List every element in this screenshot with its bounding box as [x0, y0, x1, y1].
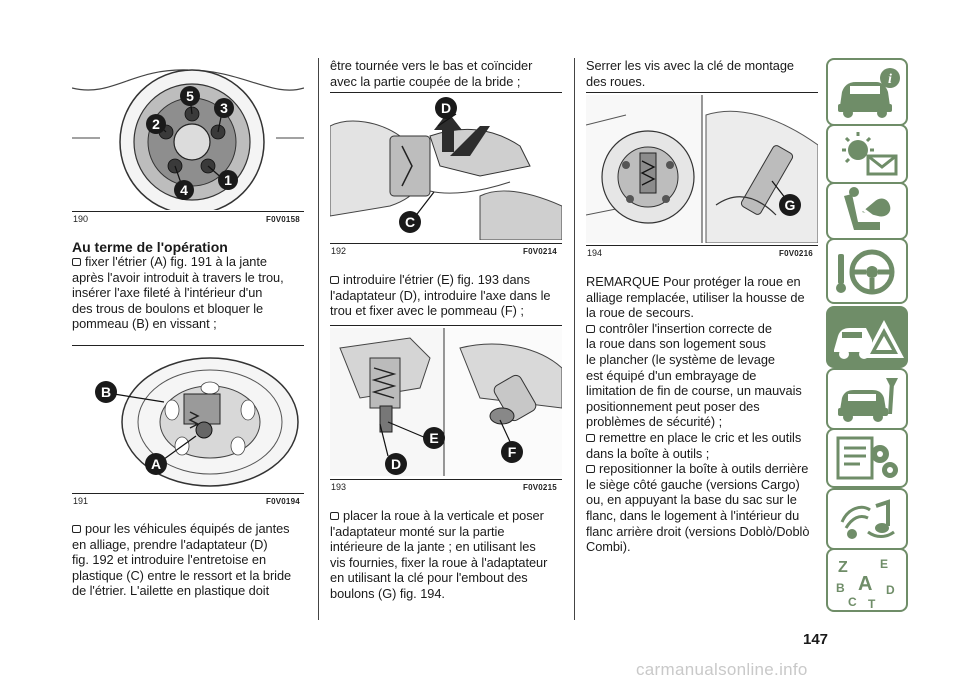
bullet-icon	[586, 465, 595, 473]
figure-code: F0V0216	[779, 249, 813, 258]
figure-number: 191	[73, 496, 89, 506]
tab-airbag-seat[interactable]	[826, 182, 908, 240]
svg-text:D: D	[886, 583, 895, 597]
callout-1: 1	[224, 172, 232, 188]
callout-D: D	[440, 100, 452, 116]
tab-warning-lights[interactable]	[826, 124, 908, 184]
paragraph-insert-caliper: introduire l'étrier (E) fig. 193 dans l'adaptateur (D), introduire l'axe dans le trou et fixer avec le pommeau (F) ;	[330, 272, 551, 319]
bullet-icon	[586, 434, 595, 442]
svg-text:i: i	[888, 72, 892, 87]
tab-index[interactable]	[826, 548, 908, 612]
bullet-icon	[72, 258, 81, 266]
svg-text:A: A	[858, 573, 873, 595]
svg-text:T: T	[868, 597, 876, 610]
bullet-icon	[586, 325, 595, 333]
figure-number: 194	[587, 248, 603, 258]
callout-2: 2	[152, 116, 160, 132]
column-divider	[574, 58, 575, 620]
tab-multimedia[interactable]	[826, 488, 908, 550]
callout-E: E	[429, 430, 439, 446]
svg-text:B: B	[836, 581, 845, 595]
paragraph-place-wheel: placer la roue à la verticale et poser l'adaptateur monté sur la partie intérieure de la jante ; en utilisant les vis fournies, fixer la roue à l'adaptateur en utilisant la clé pour l'embout des boulons (G) fig. 194.	[330, 508, 548, 601]
figure-191-rim-caliper	[72, 350, 304, 490]
paragraph-tighten-screws: Serrer les vis avec la clé de montage des roues.	[586, 58, 794, 89]
figure-number: 192	[331, 246, 347, 256]
callout-5: 5	[186, 88, 194, 104]
bullet-icon	[330, 276, 339, 284]
paragraph-remark: REMARQUE Pour protéger la roue en alliage remplacée, utiliser la housse de la roue de secours. contrôler l'insertion correcte de la roue dans son logement sous le plancher (le système de levage est équipé d'un embrayage de limitation de fin de course, un mauvais positionnement peut poser des problèmes de sécurité) ; remettre en place le cric et les outils dans la boîte à outils ; repositionner la boîte à outils derrière le siège côté gauche (versions Cargo) ou, en appuyant la base du sac sur le flanc, dans le logement à l'intérieur du flanc arrière droit (versions Doblò/Doblò Combi).	[586, 274, 810, 555]
figure-192-adapter-spacer	[330, 96, 562, 240]
specs-gears-icon	[828, 430, 906, 486]
callout-A: A	[150, 456, 162, 472]
figure-number: 190	[73, 214, 89, 224]
callout-4: 4	[180, 182, 188, 198]
svg-text:Z: Z	[838, 559, 848, 576]
figure-code: F0V0194	[266, 497, 300, 506]
warning-lights-icon	[828, 126, 906, 182]
figure-code: F0V0215	[523, 483, 557, 492]
bullet-icon	[72, 525, 81, 533]
svg-text:C: C	[848, 595, 857, 609]
emergency-hazard-icon	[826, 306, 908, 368]
tab-car-info[interactable]	[826, 58, 908, 126]
callout-G: G	[784, 197, 796, 213]
callout-C: C	[404, 214, 416, 230]
figure-194-bolt-wrench	[586, 95, 818, 243]
maintenance-car-icon	[828, 370, 906, 428]
watermark: carmanualsonline.info	[636, 660, 808, 679]
figure-193-caliper-knob	[330, 328, 562, 476]
callout-3: 3	[220, 100, 228, 116]
tab-emergency[interactable]	[826, 306, 908, 368]
paragraph-alloy-rims: pour les véhicules équipés de jantes en alliage, prendre l'adaptateur (D) fig. 192 et introduire l'entretoise en plastique (C) entre le ressort et la bride de l'étrier. L'ailette en plastique doit	[72, 521, 292, 599]
callout-F: F	[507, 444, 517, 460]
tab-maintenance[interactable]	[826, 368, 908, 430]
airbag-seat-icon	[828, 184, 906, 238]
callout-B: B	[100, 384, 112, 400]
page-number: 147	[803, 631, 829, 648]
column-divider	[318, 58, 319, 620]
callout-D: D	[390, 456, 402, 472]
figure-code: F0V0158	[266, 215, 300, 224]
alphabetical-index-icon	[828, 550, 906, 610]
bullet-icon	[330, 512, 339, 520]
figure-code: F0V0214	[523, 247, 557, 256]
tab-specs[interactable]	[826, 428, 908, 488]
paragraph-fin-down: être tournée vers le bas et coïncider avec la partie coupée de la bride ;	[330, 58, 533, 89]
multimedia-icon	[828, 490, 906, 548]
paragraph-fix-caliper: fixer l'étrier (A) fig. 191 à la jante après l'avoir introduit à travers le trou, insérer l'axe fileté à l'intérieur d'un des trous de boulons et bloquer le pommeau (B) en vissant ;	[72, 254, 284, 332]
section-heading: Au terme de l'opération	[72, 239, 228, 255]
figure-number: 193	[331, 482, 347, 492]
car-info-icon	[828, 60, 906, 124]
figure-190-wheel-bolts	[72, 58, 304, 210]
steering-key-icon	[828, 240, 906, 302]
tab-steering-key[interactable]	[826, 238, 908, 304]
svg-text:E: E	[880, 557, 889, 571]
